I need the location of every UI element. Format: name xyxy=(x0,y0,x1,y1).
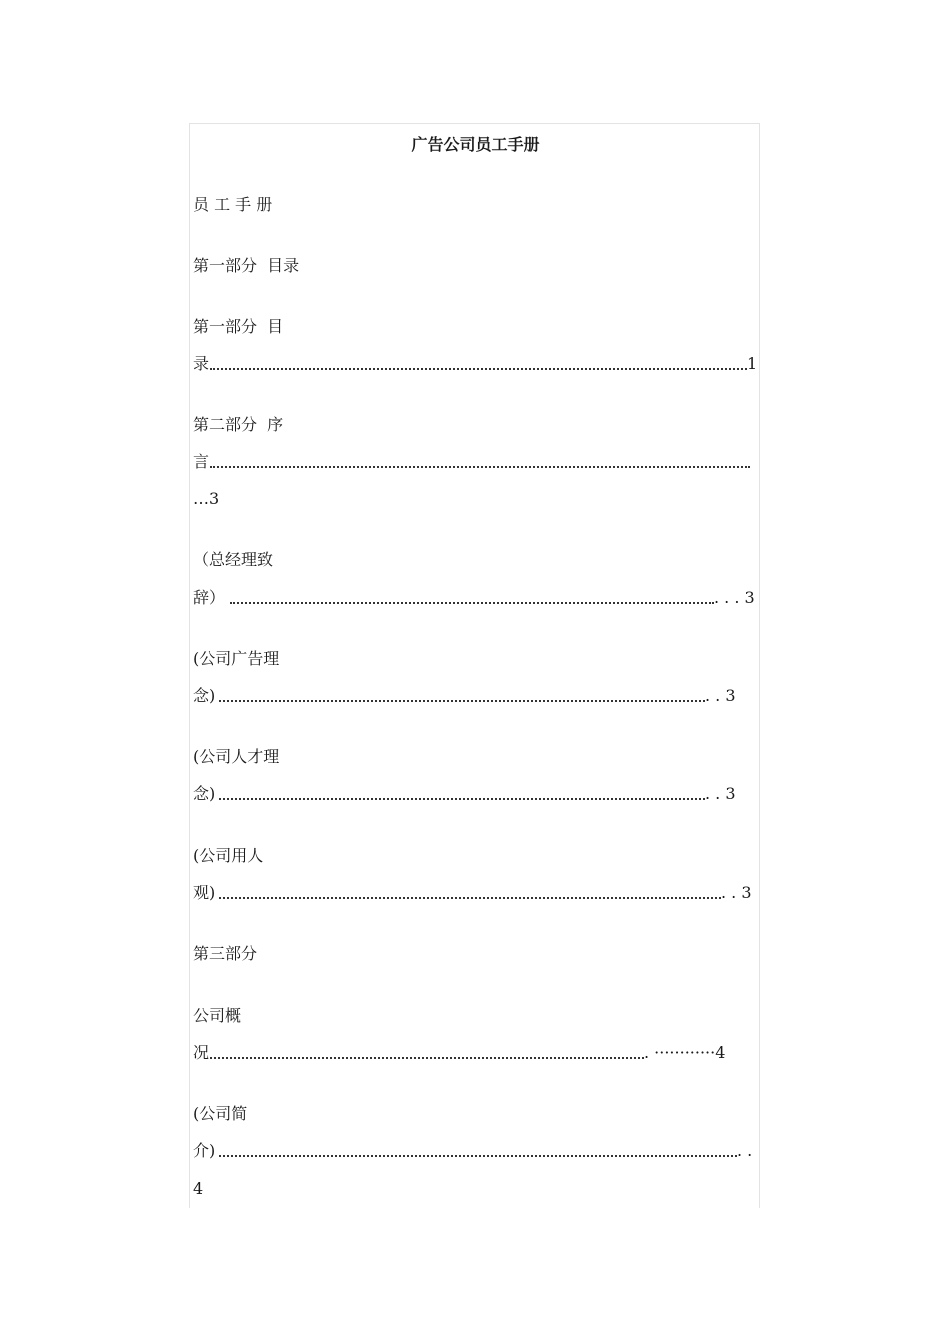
toc-page-number: 4 xyxy=(193,1179,204,1198)
toc-entry-text: 介) xyxy=(193,1141,216,1160)
toc-entry-row xyxy=(193,451,753,473)
toc-dot-leader xyxy=(219,1155,737,1157)
toc-dot-leader xyxy=(230,602,714,604)
toc-dot-leader xyxy=(210,466,750,468)
toc-entry-row xyxy=(193,1140,755,1162)
toc-entry-label: 第二部分 序 xyxy=(193,415,284,434)
toc-page-number: …3 xyxy=(193,489,220,508)
part-three-heading: 第三部分 xyxy=(193,944,258,963)
toc-entry-row xyxy=(193,353,758,375)
toc-entry-text: 录 xyxy=(193,354,210,373)
toc-dot-leader xyxy=(219,700,705,702)
toc-entry-label: (公司用人 xyxy=(193,846,264,865)
toc-page-number: . . 3 xyxy=(705,784,736,803)
toc-dot-leader xyxy=(219,798,705,800)
toc-entry-label: (公司人才理 xyxy=(193,747,280,766)
toc-entry-text: 况 xyxy=(193,1043,210,1062)
toc-entry-text: 念) xyxy=(193,686,216,705)
toc-page-number: . ············4 xyxy=(644,1043,726,1062)
toc-entry-row xyxy=(193,882,753,904)
toc-page-number: . . 3 xyxy=(705,686,736,705)
toc-entry-label: (公司广告理 xyxy=(193,649,280,668)
document-page xyxy=(189,123,760,1208)
toc-page-number: 1 xyxy=(747,354,758,373)
toc-entry-label: (公司简 xyxy=(193,1104,248,1123)
toc-dot-leader xyxy=(210,368,747,370)
part-one-heading: 第一部分 目录 xyxy=(193,256,300,275)
toc-entry-text: 辞） xyxy=(193,588,226,607)
toc-entry-text: 言 xyxy=(193,452,210,471)
toc-entry-text: 念) xyxy=(193,784,216,803)
toc-page-number: . . xyxy=(737,1141,753,1160)
toc-entry-label: 公司概 xyxy=(193,1006,242,1025)
toc-dot-leader xyxy=(210,1057,644,1059)
toc-entry-text: 观) xyxy=(193,883,216,902)
toc-entry-label: 第一部分 目 xyxy=(193,317,284,336)
toc-page-number: . . 3 xyxy=(721,883,752,902)
toc-entry-row xyxy=(193,685,753,707)
toc-dot-leader xyxy=(219,897,721,899)
handbook-heading: 员 工 手 册 xyxy=(193,195,273,214)
toc-entry-row xyxy=(193,587,753,609)
document-title: 广告公司员工手册 xyxy=(411,135,540,154)
toc-page-number: . . . 3 xyxy=(714,588,755,607)
toc-entry-row xyxy=(193,1042,753,1064)
toc-entry-row xyxy=(193,783,753,805)
toc-entry-label: （总经理致 xyxy=(193,550,274,569)
